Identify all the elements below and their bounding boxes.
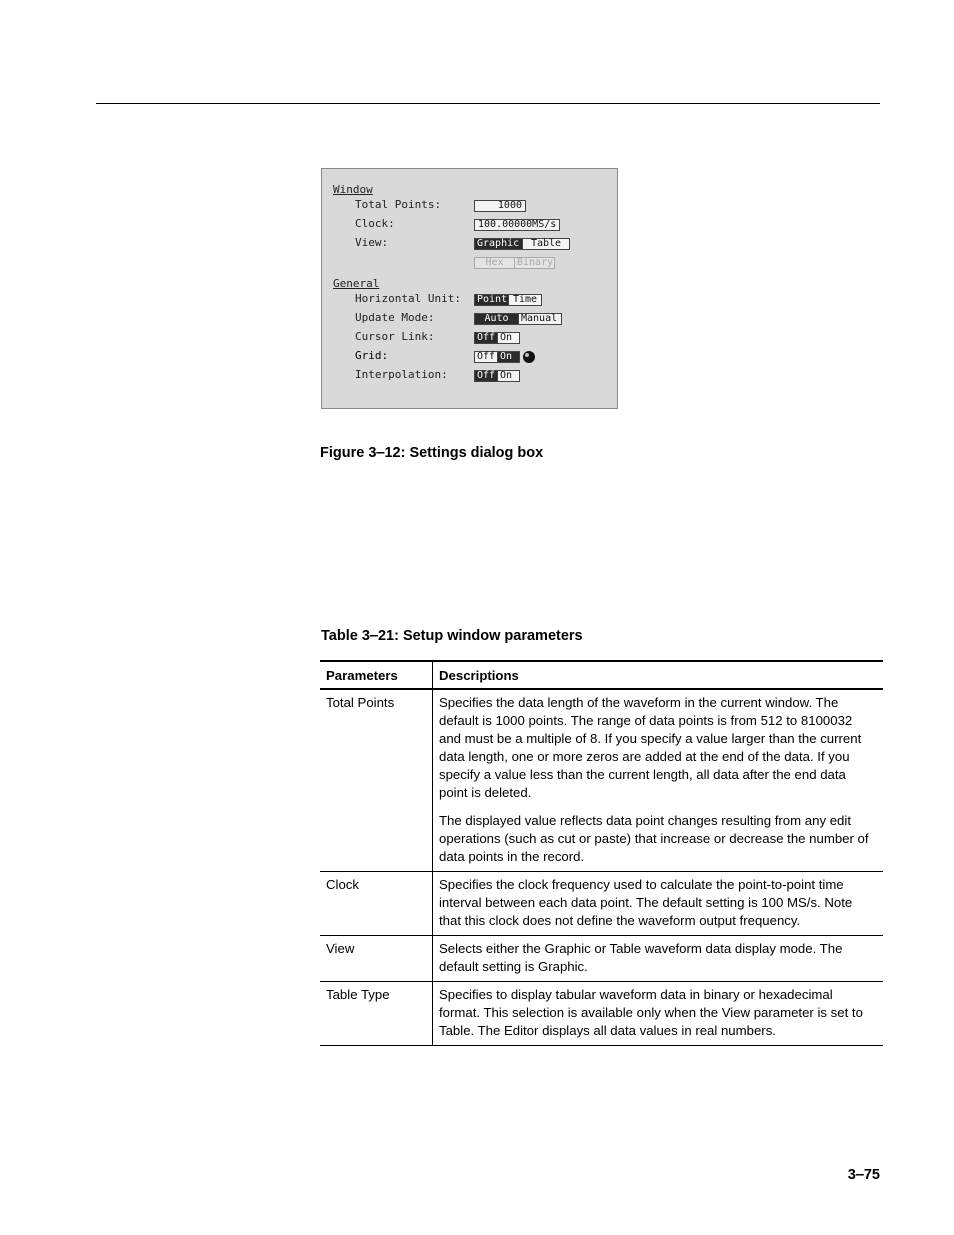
view-selector [474,238,570,250]
interpolation-on-option[interactable]: On [497,370,520,382]
parameter-name: Table Type [320,982,433,1046]
update-mode-manual-option[interactable]: Manual [518,313,562,325]
clock-field[interactable]: 100.00000MS/s [474,219,560,231]
grid-toggle [474,351,520,363]
parameter-description [433,936,884,982]
update-mode-selector [474,313,562,325]
description-paragraph: Specifies the clock frequency used to calculate the point-to-point time interval between each data point. The default setting is 100 MS/s. Note that this clock does not define the waveform output frequency. [439,877,853,928]
page-number: 3‒75 [847,1167,880,1183]
total-points-field[interactable]: 1000 [474,200,526,212]
description-paragraph: Selects either the Graphic or Table waveform data display mode. The default setting is Graphic. [439,941,843,974]
description-paragraph: Specifies the data length of the waveform in the current window. The default is 1000 points. The range of data points is from 512 to 8100032 and must be a multiple of 8. If you specify a value larger than the current data length, one or more zeros are added at the end of the data. If you specify a value less than the current length, all data after the end data point is deleted. [439,695,862,800]
cursor-knob-icon [523,351,535,363]
view-graphic-option[interactable]: Graphic [474,238,523,250]
interpolation-toggle [474,370,520,382]
cursor-link-on-option[interactable]: On [497,332,520,344]
table-row [320,982,883,1046]
window-section-heading: Window [333,183,373,196]
table-caption: Table 3‒21: Setup window parameters [321,628,583,644]
general-section-heading: General [333,277,380,290]
table-row [320,872,883,936]
view-label: View: [355,236,389,249]
update-mode-auto-option[interactable]: Auto [474,313,519,325]
grid-off-option[interactable]: Off [474,351,498,363]
cursor-link-toggle [474,332,520,344]
parameter-description [433,689,884,872]
horizontal-unit-selector [474,294,542,306]
table-header-row [320,661,883,689]
parameter-name: Total Points [320,689,433,872]
horizontal-unit-point-option[interactable]: Point [474,294,509,306]
parameters-column-header: Parameters [320,661,433,689]
grid-label: Grid: [355,349,389,362]
grid-on-option[interactable]: On [497,351,520,363]
total-points-label: Total Points: [355,198,442,211]
horizontal-unit-time-option[interactable]: Time [508,294,542,306]
interpolation-off-option[interactable]: Off [474,370,498,382]
interpolation-label: Interpolation: [355,368,448,381]
update-mode-label: Update Mode: [355,311,435,324]
settings-dialog [321,168,618,409]
descriptions-column-header: Descriptions [433,661,884,689]
table-row [320,689,883,872]
parameter-description [433,982,884,1046]
header-rule [96,103,880,104]
table-type-hex-option[interactable]: Hex [474,257,515,269]
parameter-name: Clock [320,872,433,936]
horizontal-unit-label: Horizontal Unit: [355,292,461,305]
parameter-description [433,872,884,936]
clock-label: Clock: [355,217,395,230]
view-table-option[interactable]: Table [522,238,570,250]
figure-caption: Figure 3‒12: Settings dialog box [320,445,544,461]
description-paragraph: The displayed value reflects data point changes resulting from any edit operations (such as cut or paste) that increase or decrease the number of data points in the record. [439,813,869,864]
table-type-binary-option[interactable]: Binary [514,257,555,269]
parameter-name: View [320,936,433,982]
cursor-link-label: Cursor Link: [355,330,435,343]
cursor-link-off-option[interactable]: Off [474,332,498,344]
description-paragraph: Specifies to display tabular waveform data in binary or hexadecimal format. This selection is available only when the View parameter is set to Table. The Editor displays all data values in real numbers. [439,987,863,1038]
table-row [320,936,883,982]
parameters-table [320,660,883,1046]
table-type-selector [474,257,555,269]
